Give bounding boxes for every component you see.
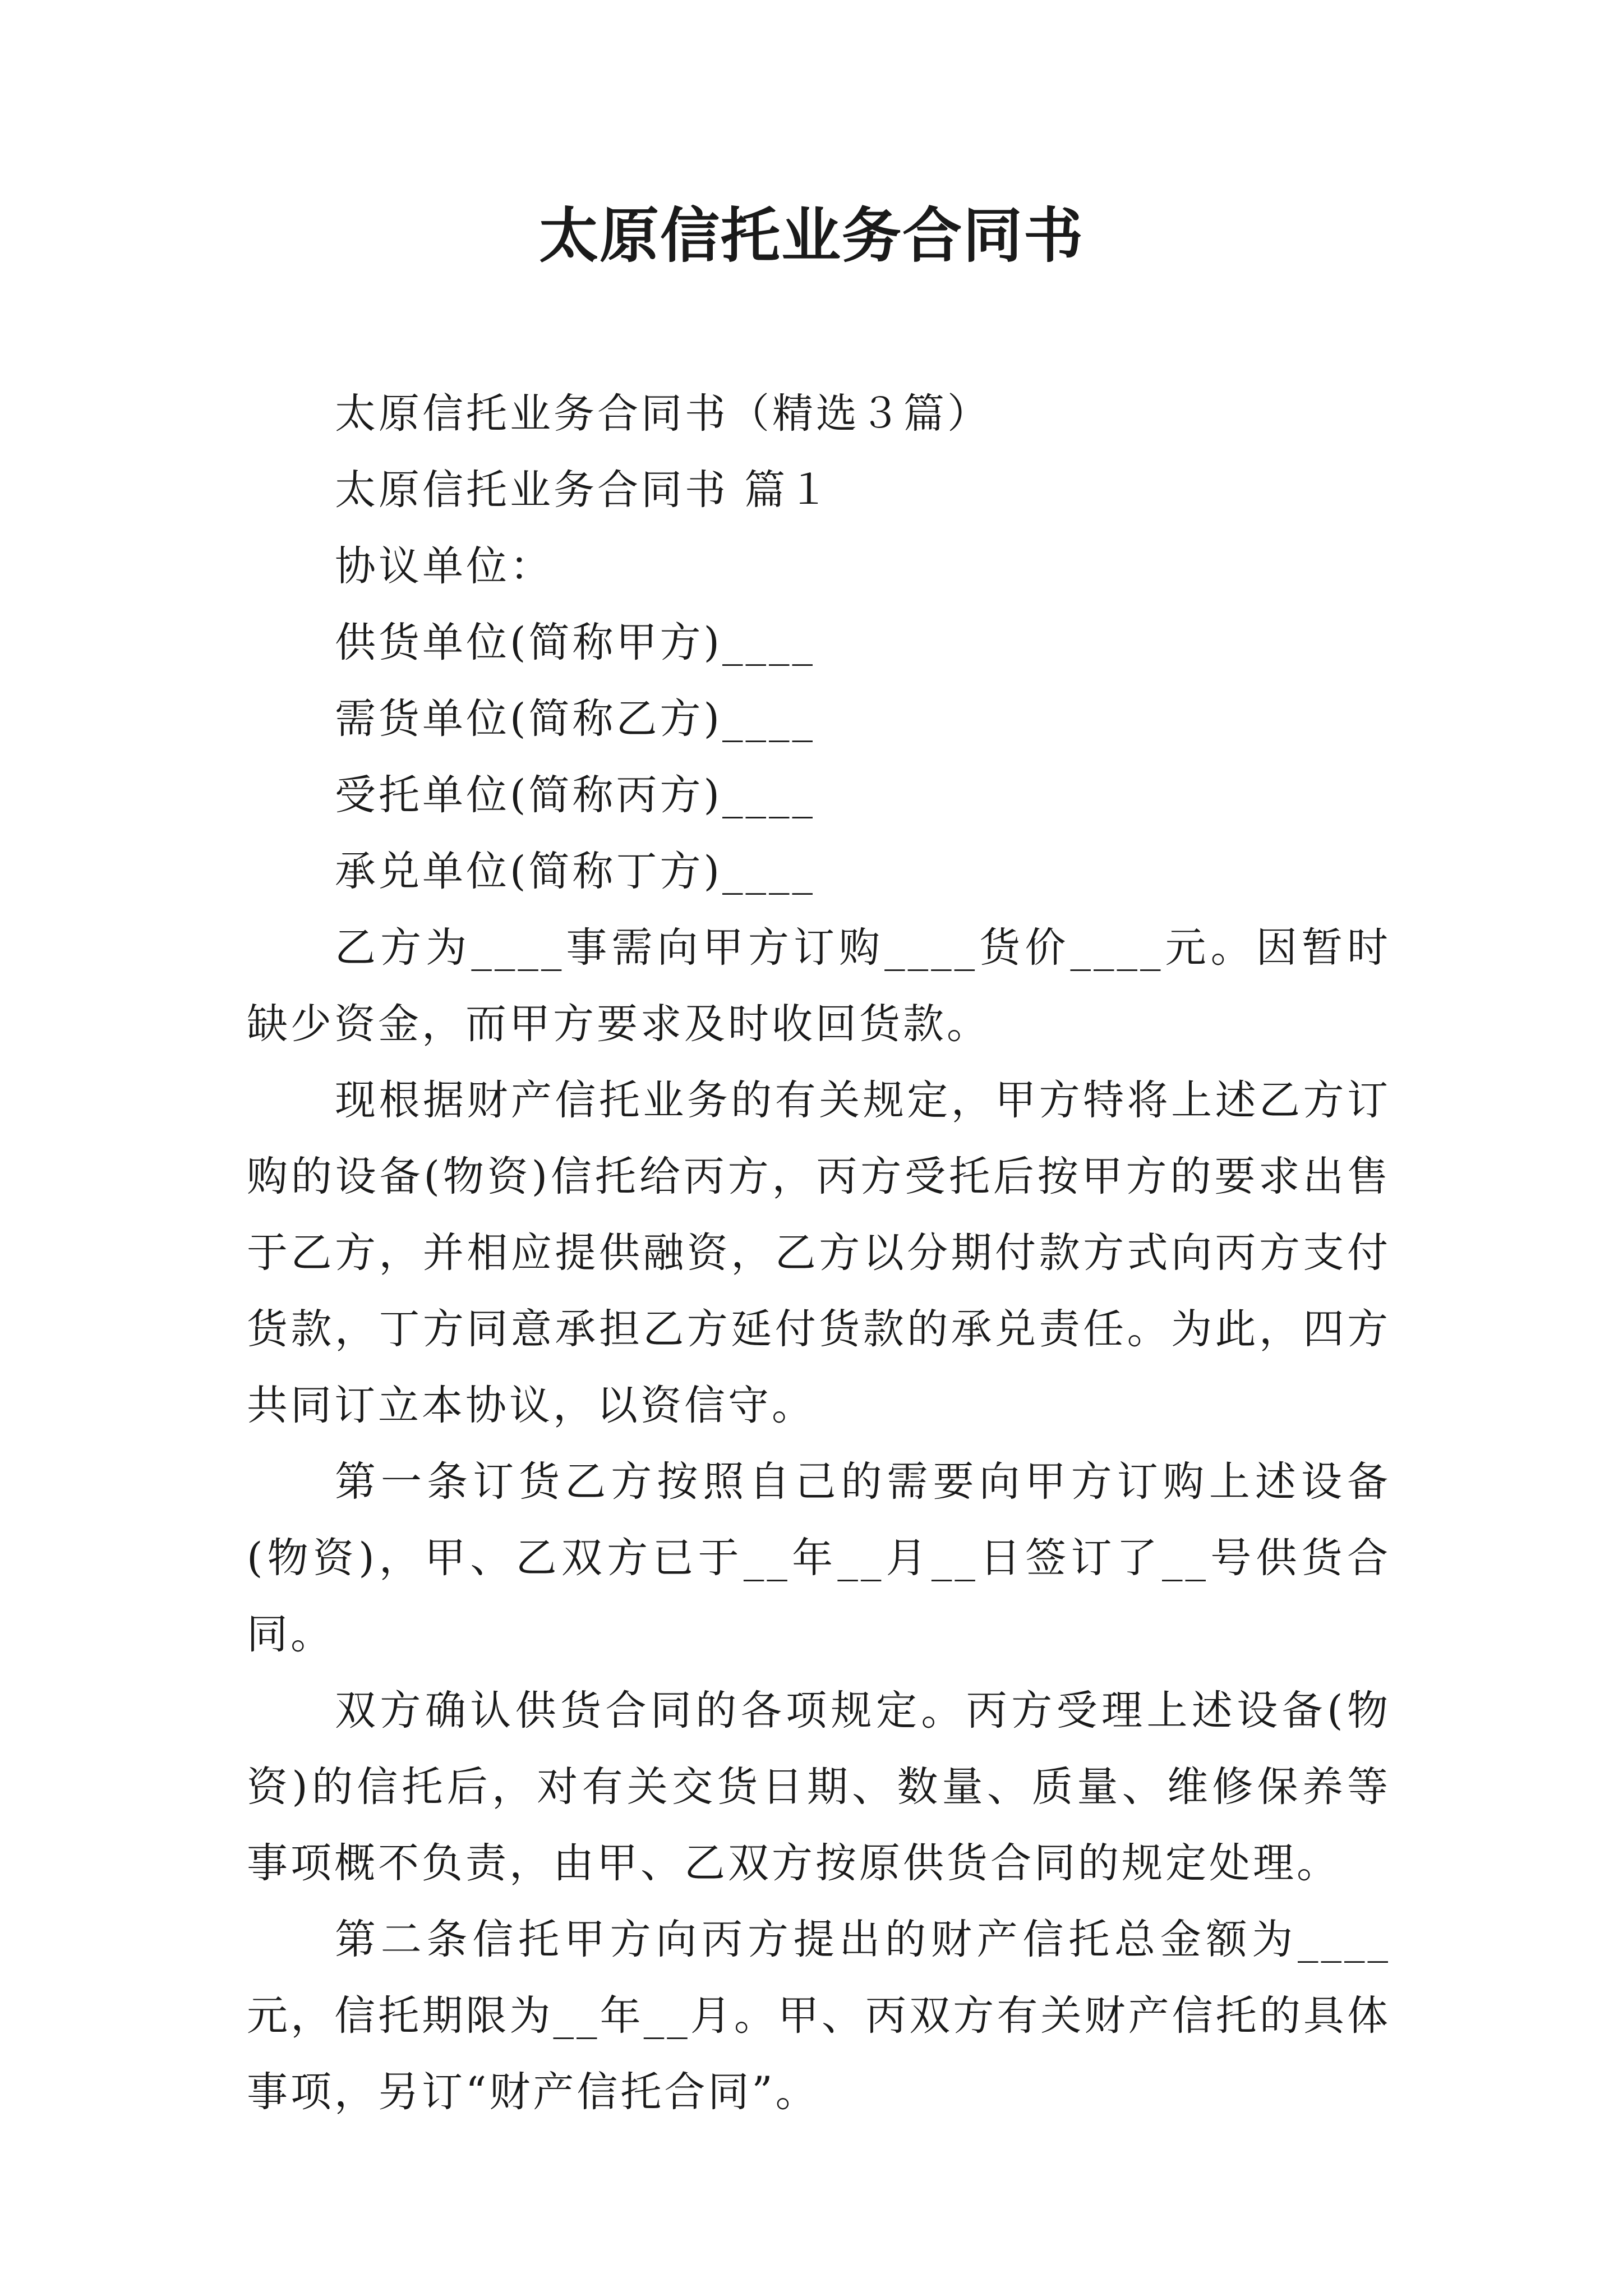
party-d-paragraph: 承兑单位(简称丁方)____ <box>335 848 815 895</box>
party-b-paragraph: 需货单位(简称乙方)____ <box>335 695 815 743</box>
document-body <box>247 376 1391 2131</box>
body-paragraph: 双方确认供货合同的各项规定。丙方受理上述设备(物资)的信托后，对有关交货日期、数量、质量、维修保养等事项概不负责，由甲、乙双方按原供货合同的规定处理。 <box>247 1687 1391 1887</box>
body-paragraph: 现根据财产信托业务的有关规定，甲方特将上述乙方订购的设备(物资)信托给丙方，丙方受托后按甲方的要求出售于乙方，并相应提供融资，乙方以分期付款方式向丙方支付货款，丁方同意承担乙方延付货款的承兑责任。为此，四方共同订立本协议，以资信守。 <box>247 1076 1391 1429</box>
article-2-paragraph: 第二条信托甲方向丙方提出的财产信托总金额为____元，信托期限为__年__月。甲、丙双方有关财产信托的具体事项，另订“财产信托合同”。 <box>247 1916 1391 2116</box>
subtitle-paragraph: 太原信托业务合同书（精选３篇） <box>335 390 991 438</box>
party-c-paragraph: 受托单位(简称丙方)____ <box>335 771 815 819</box>
document-title: 太原信托业务合同书 <box>539 200 1084 270</box>
body-paragraph: 乙方为____事需向甲方订购____货价____元。因暂时缺少资金，而甲方要求及时收回货款。 <box>247 924 1391 1048</box>
section-heading-paragraph: 太原信托业务合同书 篇１ <box>335 466 832 514</box>
parties-heading-paragraph: 协议单位： <box>335 542 554 590</box>
article-1-paragraph: 第一条订货乙方按照自己的需要向甲方订购上述设备(物资)，甲、乙双方已于__年__月__日签订了__号供货合同。 <box>247 1458 1391 1658</box>
party-a-paragraph: 供货单位(简称甲方)____ <box>335 619 815 666</box>
